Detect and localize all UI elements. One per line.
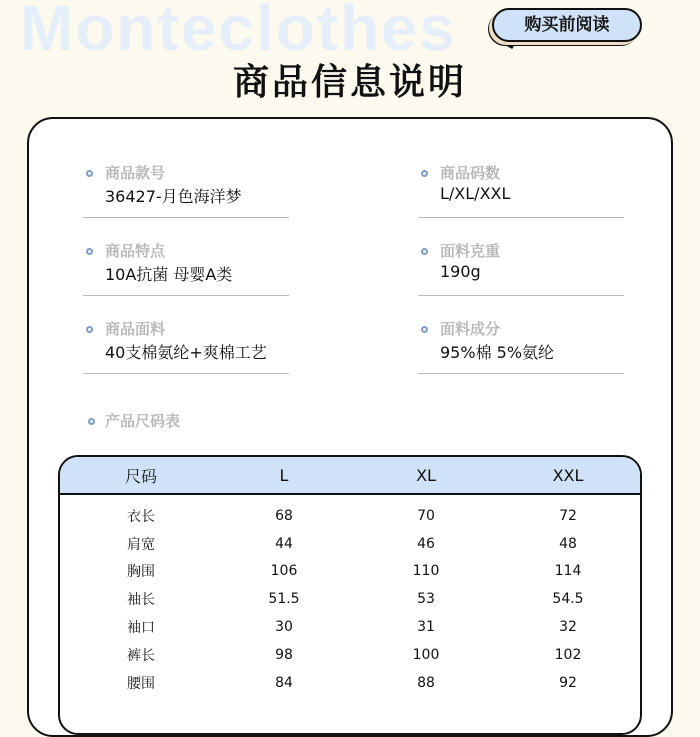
header-cell: XXL: [552, 465, 584, 485]
info-value: L/XL/XXL: [440, 184, 511, 203]
table-cell: 衣长: [127, 508, 155, 525]
table-cell: 54.5: [552, 591, 584, 608]
table-row: [60, 530, 640, 558]
table-cell: 30: [275, 619, 293, 636]
bullet-icon: [421, 326, 428, 333]
table-header: [60, 457, 640, 495]
info-value: 95%棉 5%氨纶: [440, 343, 555, 362]
bullet-icon: [88, 418, 95, 425]
header-cell: L: [279, 465, 289, 485]
table-cell: 110: [412, 563, 440, 580]
bullet-icon: [421, 248, 428, 255]
brand-watermark: Monteclothes: [20, 0, 457, 64]
info-item: [83, 162, 289, 218]
info-label: 商品特点: [105, 242, 166, 260]
table-cell: 32: [559, 619, 577, 636]
table-cell: 肩宽: [127, 536, 155, 553]
header-cell: 尺码: [124, 466, 157, 486]
table-cell: 53: [417, 591, 435, 608]
table-cell: 胸围: [127, 564, 155, 581]
bullet-icon: [86, 248, 93, 255]
info-value: 190g: [440, 262, 481, 281]
table-cell: 袖口: [127, 620, 155, 637]
table-cell: 68: [275, 507, 293, 524]
table-cell: 92: [559, 674, 577, 691]
header-cell: XL: [416, 465, 436, 485]
table-cell: 98: [275, 646, 293, 663]
table-cell: 106: [270, 563, 298, 580]
table-cell: 51.5: [268, 591, 300, 608]
info-item: [83, 240, 289, 296]
table-cell: 100: [412, 646, 440, 663]
info-item: [418, 162, 624, 218]
info-item: [418, 240, 624, 296]
table-row: [60, 585, 640, 613]
info-label: 面料克重: [440, 242, 501, 260]
table-row: [60, 669, 640, 697]
info-value: 10A抗菌 母婴A类: [105, 265, 233, 284]
bullet-icon: [421, 170, 428, 177]
table-row: [60, 502, 640, 530]
info-label: 面料成分: [440, 320, 501, 338]
table-cell: 裤长: [127, 647, 155, 664]
page-title: 商品信息说明: [232, 62, 467, 103]
table-cell: 腰围: [127, 675, 155, 692]
table-cell: 44: [275, 535, 293, 552]
section-label: 产品尺码表: [105, 412, 181, 430]
info-label: 商品面料: [105, 320, 166, 338]
info-value: 36427-月色海洋梦: [105, 187, 242, 206]
table-cell: 114: [554, 563, 582, 580]
info-item: [418, 318, 624, 374]
table-row: [60, 558, 640, 586]
table-cell: 72: [559, 507, 577, 524]
info-item: [83, 318, 289, 374]
info-label: 商品款号: [105, 164, 166, 182]
table-cell: 46: [417, 535, 435, 552]
info-label: 商品码数: [440, 164, 501, 182]
size-table: [58, 455, 642, 735]
table-cell: 84: [275, 674, 293, 691]
bullet-icon: [86, 326, 93, 333]
info-value: 40支棉氨纶+爽棉工艺: [105, 343, 267, 362]
table-cell: 31: [417, 619, 435, 636]
table-cell: 袖长: [127, 592, 155, 609]
table-row: [60, 613, 640, 641]
table-row: [60, 641, 640, 669]
table-cell: 70: [417, 507, 435, 524]
table-cell: 102: [554, 646, 582, 663]
table-cell: 48: [559, 535, 577, 552]
table-cell: 88: [417, 674, 435, 691]
read-before-buy-badge: 购买前阅读: [492, 8, 642, 42]
bullet-icon: [86, 170, 93, 177]
